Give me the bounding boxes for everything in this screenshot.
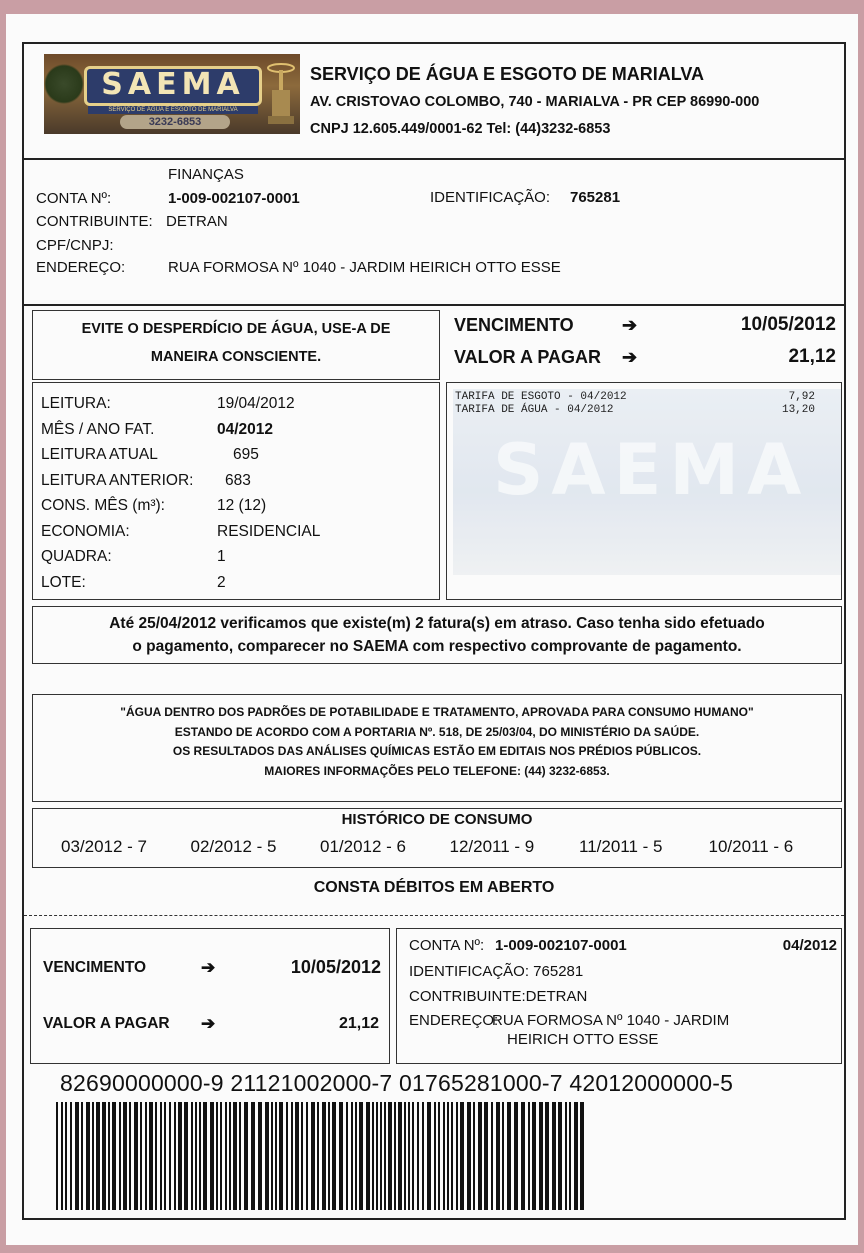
company-name: SERVIÇO DE ÁGUA E ESGOTO DE MARIALVA bbox=[310, 64, 705, 84]
stub-valor-label: VALOR A PAGAR bbox=[43, 1015, 170, 1032]
barcode-bar bbox=[275, 1102, 277, 1210]
barcode-bar bbox=[195, 1102, 197, 1210]
history-item: 11/2011 - 5 bbox=[579, 837, 663, 856]
barcode-bar bbox=[191, 1102, 193, 1210]
cpf-label: CPF/CNPJ: bbox=[36, 237, 114, 254]
arrow-right-icon: ➔ bbox=[201, 1014, 216, 1033]
barcode-bar bbox=[507, 1102, 511, 1210]
barcode-bar bbox=[394, 1102, 396, 1210]
barcode-bar bbox=[569, 1102, 571, 1210]
quality-line3: OS RESULTADOS DAS ANÁLISES QUÍMICAS ESTÃO EM EDITAIS NOS PRÉDIOS PÚBLICOS. bbox=[172, 744, 702, 758]
barcode-bar bbox=[112, 1102, 116, 1210]
barcode-bar bbox=[351, 1102, 353, 1210]
barcode-bar bbox=[301, 1102, 303, 1210]
water-saving-notice bbox=[32, 310, 440, 380]
logo-phone: 3232-6853 bbox=[120, 115, 230, 129]
barcode-bar bbox=[558, 1102, 562, 1210]
vencimento-label: VENCIMENTO bbox=[454, 315, 574, 335]
barcode-bar bbox=[123, 1102, 127, 1210]
barcode-bar bbox=[145, 1102, 147, 1210]
stub-due-box bbox=[30, 928, 390, 1064]
valve-icon bbox=[266, 62, 296, 128]
barcode-bar bbox=[86, 1102, 90, 1210]
barcode-bar bbox=[447, 1102, 449, 1210]
barcode-bar bbox=[65, 1102, 67, 1210]
barcode-bar bbox=[451, 1102, 453, 1210]
barcode-bar bbox=[473, 1102, 475, 1210]
barcode-bar bbox=[169, 1102, 171, 1210]
barcode-bar bbox=[408, 1102, 410, 1210]
barcode-bar bbox=[229, 1102, 231, 1210]
barcode-bar bbox=[328, 1102, 330, 1210]
barcode bbox=[56, 1102, 586, 1210]
barcode-bar bbox=[96, 1102, 100, 1210]
barcode-bar bbox=[539, 1102, 543, 1210]
stub-conta-label: CONTA Nº: bbox=[409, 937, 485, 954]
barcode-bar bbox=[61, 1102, 63, 1210]
barcode-bar bbox=[427, 1102, 431, 1210]
barcode-bar bbox=[155, 1102, 157, 1210]
arrow-right-icon: ➔ bbox=[622, 315, 638, 335]
barcode-bar bbox=[56, 1102, 58, 1210]
barcode-bar bbox=[521, 1102, 525, 1210]
barcode-bar bbox=[119, 1102, 121, 1210]
stub-valor-value: 21,12 bbox=[338, 1015, 379, 1032]
barcode-bar bbox=[502, 1102, 504, 1210]
arrow-right-icon: ➔ bbox=[201, 958, 216, 977]
barcode-bar bbox=[311, 1102, 315, 1210]
barcode-bar bbox=[460, 1102, 464, 1210]
barcode-bar bbox=[265, 1102, 269, 1210]
reading-value: 2 bbox=[217, 573, 226, 591]
quality-line1: "ÁGUA DENTRO DOS PADRÕES DE POTABILIDADE E TRATAMENTO, APROVADA PARA CONSUMO HUMANO" bbox=[120, 705, 754, 719]
barcode-bar bbox=[417, 1102, 419, 1210]
barcode-bar bbox=[239, 1102, 241, 1210]
history-item: 10/2011 - 6 bbox=[708, 837, 794, 856]
ident-value: 765281 bbox=[570, 189, 621, 206]
tariff-box bbox=[446, 382, 842, 600]
reading-value: 04/2012 bbox=[217, 420, 274, 438]
barcode-bar bbox=[233, 1102, 237, 1210]
stub-endereco-label: ENDEREÇO: bbox=[409, 1012, 499, 1029]
cut-line bbox=[24, 915, 844, 916]
barcode-bar bbox=[478, 1102, 482, 1210]
contrib-value: DETRAN bbox=[166, 213, 228, 230]
water-quality-notice bbox=[32, 694, 842, 802]
quality-line2: ESTANDO DE ACORDO COM A PORTARIA Nº. 518, DE 25/03/04, DO MINISTÉRIO DA SAÚDE. bbox=[174, 725, 700, 739]
barcode-bar bbox=[251, 1102, 255, 1210]
barcode-bar bbox=[565, 1102, 567, 1210]
barcode-bar bbox=[160, 1102, 162, 1210]
reading-label: QUADRA: bbox=[41, 548, 112, 565]
logo-text: SAEMA bbox=[84, 66, 262, 106]
barcode-bar bbox=[258, 1102, 262, 1210]
notice-line1: EVITE O DESPERDÍCIO DE ÁGUA, USE-A DE bbox=[81, 321, 391, 337]
saema-logo bbox=[44, 54, 300, 134]
barcode-bar bbox=[355, 1102, 357, 1210]
stub-contrib: CONTRIBUINTE:DETRAN bbox=[409, 988, 588, 1005]
bill-frame bbox=[22, 42, 846, 1220]
barcode-bar bbox=[376, 1102, 378, 1210]
tariff-label: TARIFA DE ESGOTO - 04/2012 bbox=[455, 391, 627, 403]
tariff-label: TARIFA DE ÁGUA - 04/2012 bbox=[455, 404, 614, 416]
barcode-bar bbox=[92, 1102, 94, 1210]
stub-endereco-line1: RUA FORMOSA Nº 1040 - JARDIM bbox=[492, 1012, 730, 1029]
stub-endereco-line2: HEIRICH OTTO ESSE bbox=[507, 1031, 659, 1048]
endereco-value: RUA FORMOSA Nº 1040 - JARDIM HEIRICH OTTO ESSE bbox=[168, 259, 561, 276]
watermark-background bbox=[453, 389, 841, 575]
debts-notice: CONSTA DÉBITOS EM ABERTO bbox=[313, 879, 555, 896]
barcode-bar bbox=[422, 1102, 424, 1210]
history-item: 12/2011 - 9 bbox=[449, 837, 535, 856]
tariff-value: 13,20 bbox=[781, 404, 815, 416]
conta-label: CONTA Nº: bbox=[36, 190, 112, 207]
barcode-bar bbox=[174, 1102, 176, 1210]
stub-ident: IDENTIFICAÇÃO: 765281 bbox=[409, 963, 584, 980]
reading-value: 695 bbox=[233, 446, 259, 463]
arrow-right-icon: ➔ bbox=[622, 347, 638, 367]
barcode-bar bbox=[580, 1102, 584, 1210]
notice-line2: MANEIRA CONSCIENTE. bbox=[150, 349, 322, 365]
company-address: AV. CRISTOVAO COLOMBO, 740 - MARIALVA - PR CEP 86990-000 bbox=[310, 94, 760, 110]
barcode-bar bbox=[220, 1102, 222, 1210]
overdue-line2: o pagamento, comparecer no SAEMA com respectivo comprovante de pagamento. bbox=[132, 638, 742, 655]
barcode-bar bbox=[346, 1102, 348, 1210]
company-cnpj-tel: CNPJ 12.605.449/0001-62 Tel: (44)3232-6853 bbox=[310, 121, 611, 137]
barcode-bar bbox=[467, 1102, 471, 1210]
barcode-bar bbox=[404, 1102, 406, 1210]
grapes-graphic bbox=[44, 54, 84, 134]
reading-label: LEITURA ANTERIOR: bbox=[41, 471, 194, 489]
barcode-bar bbox=[102, 1102, 106, 1210]
barcode-bar bbox=[484, 1102, 488, 1210]
reading-value: RESIDENCIAL bbox=[217, 522, 321, 540]
barcode-bar bbox=[178, 1102, 182, 1210]
section-label: FINANÇAS bbox=[168, 166, 244, 183]
barcode-bar bbox=[279, 1102, 283, 1210]
logo-subtitle: SERVIÇO DE ÁGUA E ESGOTO DE MARIALVA bbox=[88, 106, 258, 114]
barcode-bar bbox=[184, 1102, 188, 1210]
barcode-bar bbox=[545, 1102, 549, 1210]
barcode-bar bbox=[339, 1102, 343, 1210]
contrib-label: CONTRIBUINTE: bbox=[36, 213, 153, 230]
history-item: 02/2012 - 5 bbox=[190, 837, 277, 856]
history-item: 03/2012 - 7 bbox=[61, 837, 148, 856]
barcode-bar bbox=[380, 1102, 382, 1210]
overdue-line1: Até 25/04/2012 verificamos que existe(m) 2 fatura(s) em atraso. Caso tenha sido efetuado bbox=[109, 615, 765, 632]
barcode-bar bbox=[317, 1102, 319, 1210]
history-item: 01/2012 - 6 bbox=[320, 837, 407, 856]
barcode-bar bbox=[75, 1102, 79, 1210]
stub-month: 04/2012 bbox=[782, 937, 837, 954]
history-title: HISTÓRICO DE CONSUMO bbox=[341, 811, 533, 828]
barcode-bar bbox=[81, 1102, 83, 1210]
barcode-bar bbox=[244, 1102, 248, 1210]
divider bbox=[24, 158, 844, 160]
barcode-bar bbox=[366, 1102, 370, 1210]
stub-conta-value: 1-009-002107-0001 bbox=[495, 937, 627, 954]
barcode-bar bbox=[514, 1102, 518, 1210]
conta-value: 1-009-002107-0001 bbox=[168, 190, 300, 207]
reading-value: 12 (12) bbox=[217, 497, 267, 514]
barcode-bar bbox=[388, 1102, 392, 1210]
barcode-bar bbox=[134, 1102, 138, 1210]
reading-label: MÊS / ANO FAT. bbox=[41, 420, 155, 438]
stub-account-box bbox=[396, 928, 842, 1064]
quality-line4: MAIORES INFORMAÇÕES PELO TELEFONE: (44) 3232-6853. bbox=[264, 764, 610, 778]
watermark-logo: SAEMA bbox=[493, 429, 810, 511]
barcode-bar bbox=[306, 1102, 308, 1210]
barcode-digits: 82690000000-9 21121002000-7 01765281000-7 42012000000-5 bbox=[60, 1070, 734, 1096]
vencimento-value: 10/05/2012 bbox=[740, 314, 836, 335]
barcode-bar bbox=[384, 1102, 386, 1210]
barcode-bar bbox=[456, 1102, 458, 1210]
barcode-bar bbox=[149, 1102, 153, 1210]
reading-value: 1 bbox=[217, 548, 226, 565]
barcode-bar bbox=[412, 1102, 414, 1210]
reading-value: 19/04/2012 bbox=[217, 395, 295, 412]
barcode-bar bbox=[108, 1102, 110, 1210]
barcode-bar bbox=[295, 1102, 299, 1210]
history-items bbox=[33, 837, 841, 861]
valor-label: VALOR A PAGAR bbox=[454, 347, 601, 367]
endereco-label: ENDEREÇO: bbox=[36, 259, 126, 276]
barcode-bar bbox=[398, 1102, 402, 1210]
overdue-notice bbox=[32, 606, 842, 664]
reading-label: LEITURA: bbox=[41, 395, 111, 412]
barcode-bar bbox=[434, 1102, 436, 1210]
reading-value: 683 bbox=[225, 471, 251, 489]
reading-label: CONS. MÊS (m³): bbox=[41, 497, 165, 514]
barcode-bar bbox=[443, 1102, 445, 1210]
barcode-bar bbox=[332, 1102, 336, 1210]
barcode-bar bbox=[359, 1102, 363, 1210]
barcode-bar bbox=[528, 1102, 530, 1210]
reading-label: ECONOMIA: bbox=[41, 522, 130, 540]
barcode-bar bbox=[129, 1102, 131, 1210]
barcode-bar bbox=[199, 1102, 201, 1210]
barcode-bar bbox=[291, 1102, 293, 1210]
barcode-bar bbox=[140, 1102, 142, 1210]
stub-vencimento-value: 10/05/2012 bbox=[290, 957, 381, 977]
barcode-bar bbox=[438, 1102, 440, 1210]
valor-value: 21,12 bbox=[788, 346, 836, 367]
consumption-history bbox=[32, 808, 842, 868]
barcode-bar bbox=[574, 1102, 578, 1210]
barcode-bar bbox=[496, 1102, 500, 1210]
barcode-bar bbox=[372, 1102, 374, 1210]
reading-label: LEITURA ATUAL bbox=[41, 446, 158, 463]
barcode-bar bbox=[203, 1102, 207, 1210]
barcode-bar bbox=[216, 1102, 218, 1210]
barcode-bar bbox=[322, 1102, 326, 1210]
barcode-bar bbox=[210, 1102, 214, 1210]
ident-label: IDENTIFICAÇÃO: bbox=[430, 189, 551, 206]
barcode-bar bbox=[225, 1102, 227, 1210]
barcode-bar bbox=[164, 1102, 166, 1210]
barcode-bar bbox=[552, 1102, 556, 1210]
reading-box bbox=[32, 382, 440, 600]
divider bbox=[24, 304, 844, 306]
barcode-bar bbox=[491, 1102, 493, 1210]
tariff-value: 7,92 bbox=[788, 391, 815, 403]
barcode-bar bbox=[286, 1102, 288, 1210]
barcode-bar bbox=[271, 1102, 273, 1210]
reading-label: LOTE: bbox=[41, 573, 86, 591]
stub-vencimento-label: VENCIMENTO bbox=[43, 959, 147, 976]
barcode-bar bbox=[532, 1102, 536, 1210]
barcode-bar bbox=[70, 1102, 72, 1210]
